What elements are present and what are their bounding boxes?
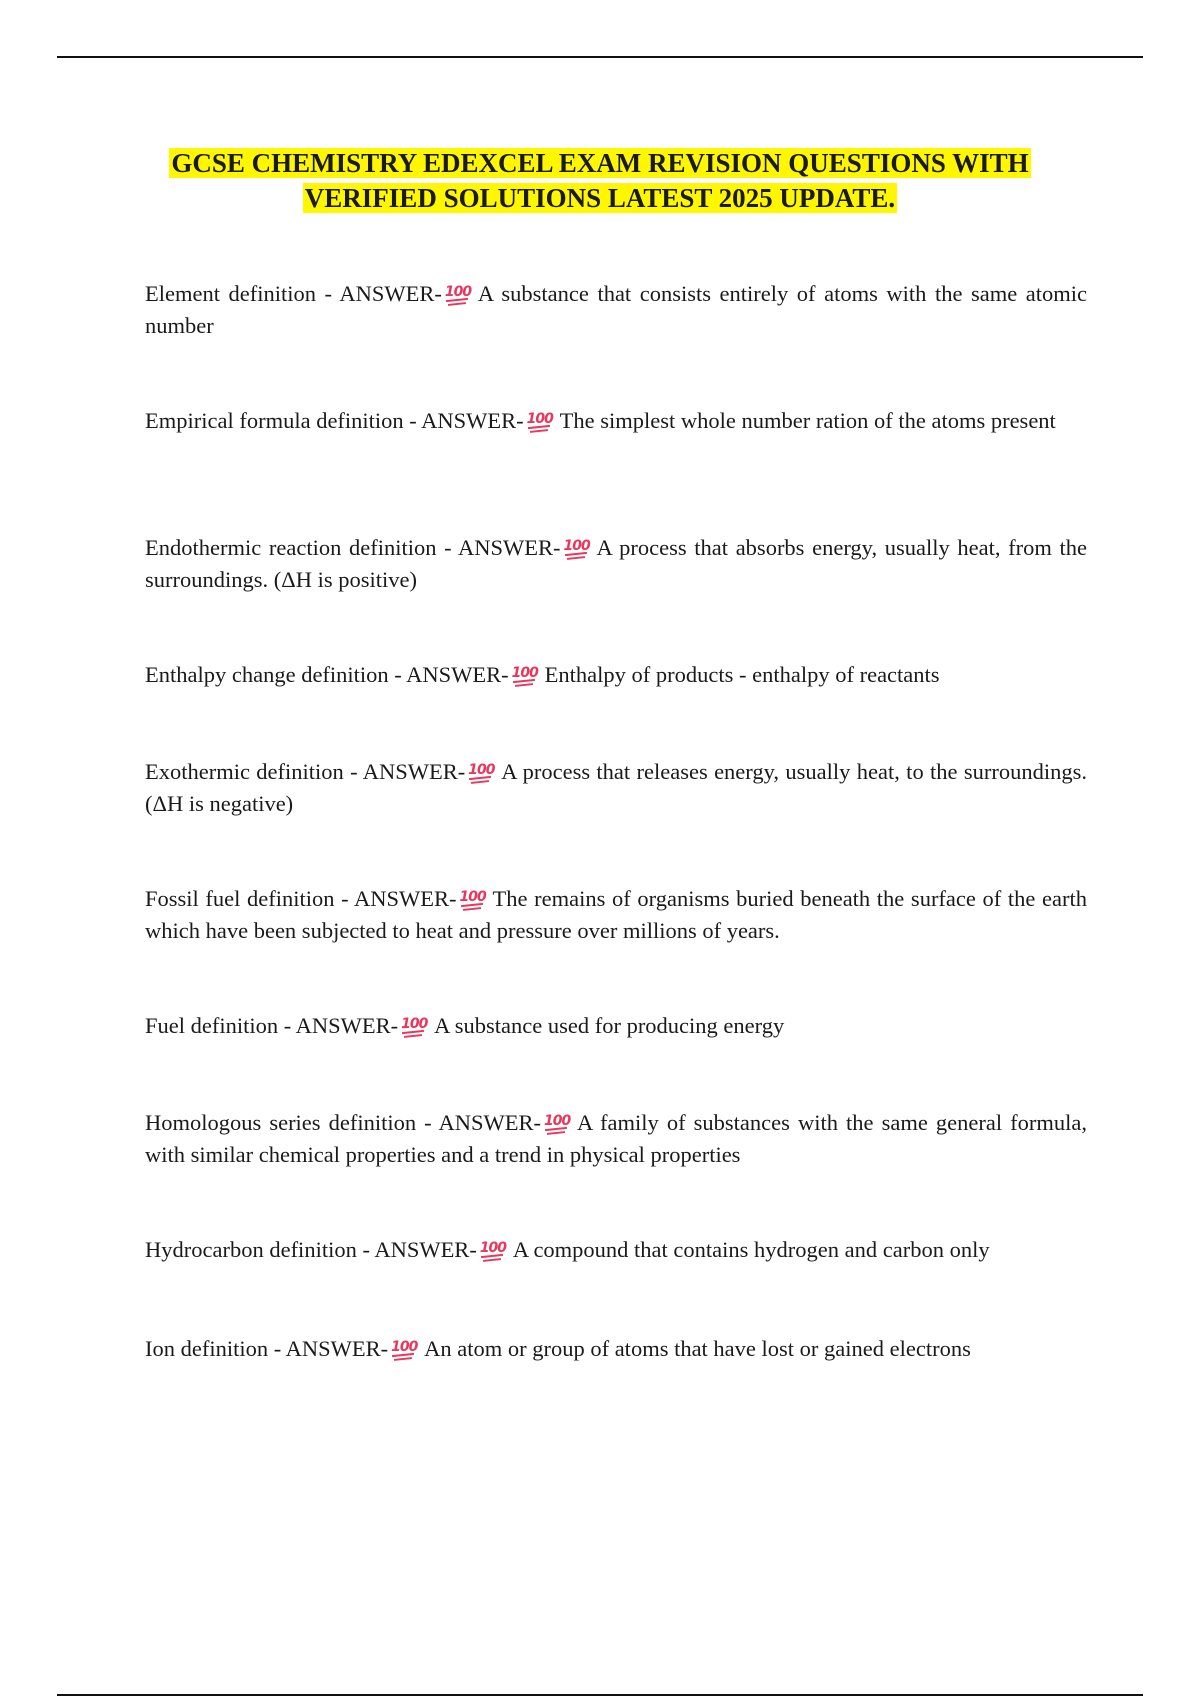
hundred-points-icon: 100 [444, 284, 470, 302]
qa-question: Element definition - ANSWER- [145, 281, 442, 306]
qa-item-ion [145, 1333, 1087, 1365]
qa-answer: The simplest whole number ration of the atoms present [559, 408, 1056, 433]
qa-item-fuel [145, 1010, 1087, 1042]
qa-answer: Enthalpy of products - enthalpy of reactants [544, 662, 940, 687]
hundred-points-icon: 100 [467, 762, 493, 780]
qa-question: Hydrocarbon definition - ANSWER- [145, 1237, 477, 1262]
qa-answer: A substance used for producing energy [434, 1013, 785, 1038]
hundred-points-icon: 100 [390, 1339, 416, 1357]
qa-item-exothermic [145, 756, 1087, 820]
qa-item-endothermic [145, 532, 1087, 596]
hundred-points-icon: 100 [526, 411, 552, 429]
qa-answer: The remains of organisms buried beneath the surface of the earth which have been subjected to heat and pressure over millions of years. [145, 886, 1087, 943]
hundred-points-icon: 100 [563, 538, 589, 556]
hundred-points-icon: 100 [459, 889, 485, 907]
bottom-rule [57, 1694, 1143, 1696]
qa-answer: A process that releases energy, usually heat, to the surroundings. (ΔH is negative) [145, 759, 1087, 816]
qa-item-empirical-formula [145, 405, 1087, 437]
qa-answer: A compound that contains hydrogen and carbon only [512, 1237, 990, 1262]
qa-answer: A family of substances with the same general formula, with similar chemical properties and a trend in physical properties [145, 1110, 1087, 1167]
qa-item-fossil-fuel [145, 883, 1087, 947]
title-line-2: VERIFIED SOLUTIONS LATEST 2025 UPDATE. [304, 183, 896, 213]
title-line-1: GCSE CHEMISTRY EDEXCEL EXAM REVISION QUESTIONS WITH [171, 148, 1029, 178]
hundred-points-icon: 100 [543, 1113, 569, 1131]
qa-question: Homologous series definition - ANSWER- [145, 1110, 541, 1135]
hundred-points-icon: 100 [511, 665, 537, 683]
qa-item-element [145, 278, 1087, 342]
qa-question: Empirical formula definition - ANSWER- [145, 408, 524, 433]
qa-answer: A substance that consists entirely of atoms with the same atomic number [145, 281, 1087, 338]
qa-question: Ion definition - ANSWER- [145, 1336, 389, 1361]
hundred-points-icon: 100 [400, 1016, 426, 1034]
top-rule [57, 56, 1143, 58]
qa-question: Exothermic definition - ANSWER- [145, 759, 466, 784]
qa-item-homologous-series [145, 1107, 1087, 1171]
qa-item-enthalpy-change [145, 659, 1087, 691]
hundred-points-icon: 100 [479, 1240, 505, 1258]
qa-answer: An atom or group of atoms that have lost or gained electrons [424, 1336, 971, 1361]
qa-answer: A process that absorbs energy, usually heat, from the surroundings. (ΔH is positive) [145, 535, 1087, 592]
qa-question: Fuel definition - ANSWER- [145, 1013, 399, 1038]
qa-question: Enthalpy change definition - ANSWER- [145, 662, 509, 687]
qa-item-hydrocarbon [145, 1234, 1087, 1266]
qa-question: Endothermic reaction definition - ANSWER- [145, 535, 561, 560]
qa-question: Fossil fuel definition - ANSWER- [145, 886, 457, 911]
document-title [100, 146, 1100, 216]
